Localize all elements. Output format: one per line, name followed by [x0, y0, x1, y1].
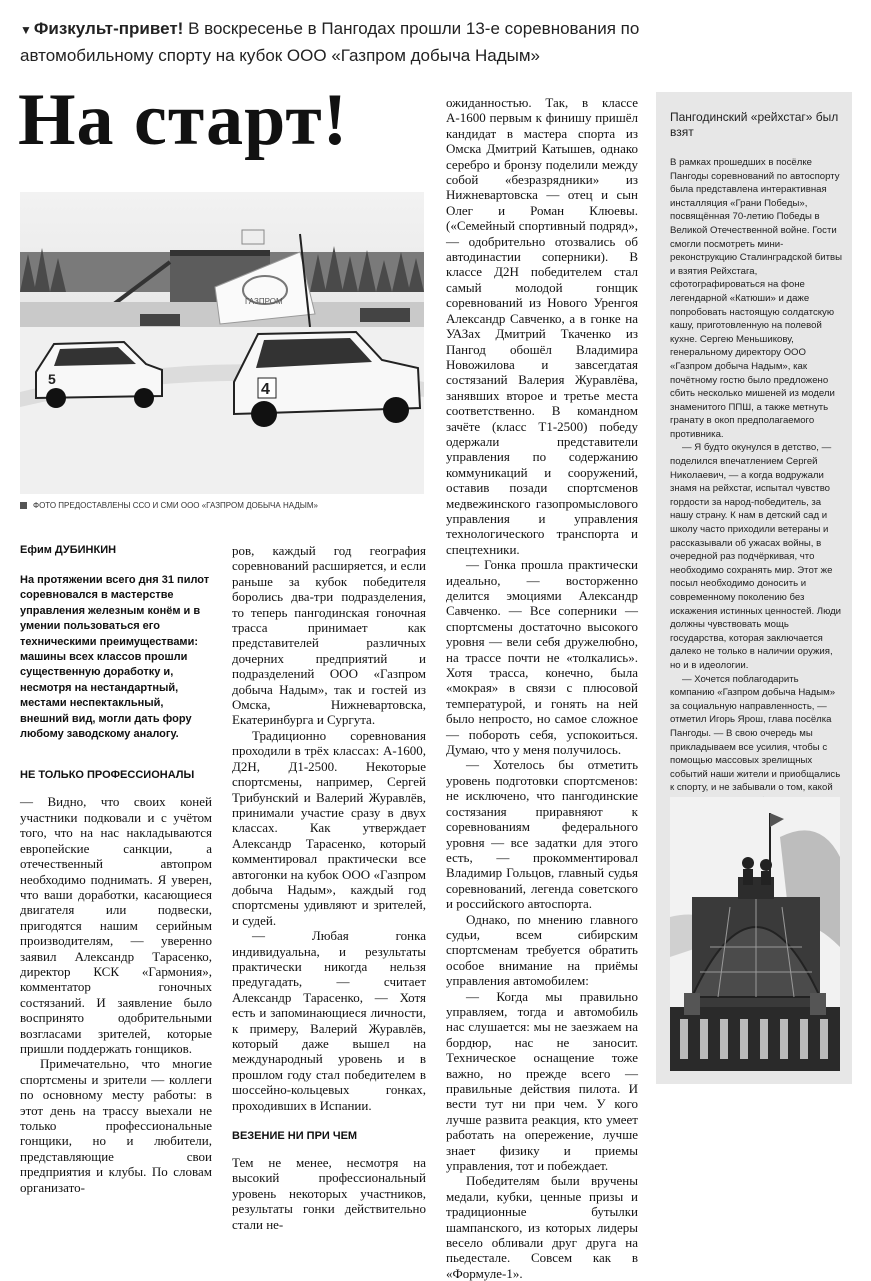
race-photo-image: [20, 192, 424, 494]
flag-text: ГАЗПРОМ: [245, 297, 283, 306]
paragraph: — Гонка прошла практически идеально, — восторженно делится эмоциями Александр Савченко. — Все соперники — спортсмены достаточно высокого уровня — вели себя дружелюбно, на трассе почти не «толкались». Хотя трасса, конечно, была «мокрая» в связи с плюсовой температурой, и гонять на ней было непросто, но самое сложное — побороть себя, успокоиться. Думаю, что у меня получилось.: [446, 557, 638, 758]
lead-paragraph: На протяжении всего дня 31 пилот соревновался в мастерстве управления железным конём и в умении пользоваться его техническими преимуществами: машины всех классов прошли существенную доработку и, несмотря на нестандартный, местами неспектакльный, внешний вид, могли дать фору любому заводскому аналогу.: [20, 574, 210, 741]
author: Ефим ДУБИНКИН: [20, 544, 117, 556]
kicker-text: В воскресенье в Пангодах прошли 13-е соревнования по автомобильному спорту на кубок ООО «Газпром добыча Надым»: [20, 19, 640, 65]
reichstag-photo-image: [670, 797, 840, 1071]
paragraph: Победителям были вручены медали, кубки, ценные призы и традиционные бутылки шампанского, из которых лидеры весело обливали друг друга на пьедестале. Совсем как в «Формуле-1».: [446, 1173, 638, 1281]
car-number-2: 4: [261, 381, 270, 398]
paragraph: — Хотелось бы отметить уровень подготовки спортсменов: не исключено, что пангодинские состязания приравняют к соревнованиям федерального уровня — все задатки для этого есть, — прокомментировал Владимир Гольцов, главный судья соревнований, легенда советского и российского автоспорта.: [446, 757, 638, 912]
article-column-1: [20, 543, 212, 1195]
photo-caption-text: ФОТО ПРЕДОСТАВЛЕНЫ ССО И СМИ ООО «ГАЗПРОМ ДОБЫЧА НАДЫМ»: [33, 501, 318, 510]
sidebar-paragraph: — Я будто окунулся в детство, — поделился впечатлением Сергей Николаевич, — а когда водружали знамя на рейхстаг, испытал чувство гордости за народ-победитель, за нашу страну. К нам в детский сад и школу часто приходили ветераны и рассказывали об ужасах войны, в очередной раз подчёркивая, что необходимо сохранять мир. Этот же посыл необходимо доносить и современному поколению без искажения истинных ценностей. Люди должны чувствовать мощь государства, которая заключается далеко не только в наличии оружия, но и в идеологии.: [670, 442, 842, 671]
subhead-luck-irrelevant: ВЕЗЕНИЕ НИ ПРИ ЧЕМ: [232, 1130, 358, 1143]
rubric-label: Физкульт-привет!: [33, 19, 184, 38]
paragraph: Однако, по мнению главного судьи, всем сибирским спортсменам требуется обратить особое внимание на приёмы управления автомобилем:: [446, 911, 638, 989]
triangle-icon: ▼: [20, 23, 32, 37]
paragraph: — Видно, что своих коней участники подковали и с учётом того, что на нас накладываются европейские санкции, а отечественный автопром необходимо поднимать. Я уверен, что ваши доработки, касающиеся двигателя или подвески, пригодятся нашим серийным производителям, — уверенно заявил Александр Тарасенко, директор КСК «Гармония», комментатор гоночных состязаний. И заявление было воспринято одобрительными возгласами зрителей, которые пришли поддержать гонщиков.: [20, 794, 212, 1056]
paragraph: ров, каждый год география соревнований расширяется, и если раньше за кубок победителя боролись два-три подразделения, то теперь пангодинская гоночная трасса принимает как представителей различных дочерних предприятий и подразделений ООО «Газпром добыча Надым», так и гостей из Омска, Нижневартовска, Екатеринбурга и Сургута.: [232, 543, 426, 728]
race-photo: [20, 192, 424, 494]
reichstag-photo: [670, 797, 840, 1071]
paragraph: Примечательно, что многие спортсмены и зрители — коллеги по основному месту работы: в этот день на трассу выехали не только профессиональные гонщики, но и любители, представляющие свои предприятия и клубы. По словам организато-: [20, 1056, 212, 1195]
photo-caption: [20, 500, 430, 512]
paragraph: ожиданностью. Так, в классе А-1600 первым к финишу пришёл кандидат в мастера спорта из Омска Дмитрий Катышев, однако серебро и бронзу поделили между собой «безразрядники» из Нижневартовска — отец и сын Олег и Роман Клюевы. («Семейный спортивный подряд», — одобрительно отозвались об автодинастии соперники). В классе Д2Н победителем стал самый молодой гонщик соревнований из Нового Уренгоя Александр Савченко, а в гонке на УАЗах Дмитрий Ткаченко из Пангод обошёл Владимира Новожилова и завсегдатая состязаний Валерия Журавлёва, занявших второе и третье места соответственно. В командном зачёте (класс Т1-2500) победу одержали представители управления по содержанию коммуникаций и сооружений, оставив позади спортсменов медвежинского газопромыслового управления и управления технологического транспорта и спецтехники.: [446, 95, 638, 557]
article-column-3: [446, 95, 638, 1281]
paragraph: — Когда мы правильно управляем, тогда и автомобиль нас слушается: мы не заезжаем на бордюр, нас не заносит. Техническое оснащение тоже важно, но прежде всего — правильные действия пилота. И вести тут ни при чем. У кого лучше развита реакция, кто умеет работать на опережение, лучше знает физику и приемы управления, тот и побеждает.: [446, 988, 638, 1174]
sidebar-title: Пангодинский «рейхстаг» был взят: [670, 110, 839, 139]
paragraph: — Любая гонка индивидуальна, и результаты практически никогда нельзя предугадать, — считает Александр Тарасенко, — Хотя есть и запоминающиеся личности, к примеру, Валерий Журавлёв, который даже вышел на международный уровень и в прошлом году стал победителем в шоссейно-кольцевых гонках, проходивших в Испании.: [232, 928, 426, 1113]
kicker: [20, 16, 740, 68]
headline: На старт!: [18, 79, 349, 161]
paragraph: Традиционно соревнования проходили в трёх классах: А-1600, Д2Н, Д1-2500. Некоторые спортсмены, например, Сергей Трибунский и Валерий Журавлёв, принимали участие сразу в двух классах. Как утверждает Александр Тарасенко, который комментировал практически все автогонки на кубок ООО «Газпром добыча Надым», каждый год спортсмены удивляют и зрителей, и судей.: [232, 727, 426, 928]
square-bullet-icon: [20, 502, 27, 509]
car-number-1: 5: [48, 371, 56, 387]
paragraph: Тем не менее, несмотря на высокий профессиональный уровень некоторых участников, результаты гонки действительно стали не-: [232, 1155, 426, 1232]
article-column-2: [232, 543, 426, 1232]
subhead-not-only-professionals: НЕ ТОЛЬКО ПРОФЕССИОНАЛЫ: [20, 769, 195, 782]
sidebar-paragraph: — Хочется поблагодарить компанию «Газпром добыча Надым» за социальную направленность, — отметил Игорь Ярош, глава посёлка Пангоды. — В свою очередь мы прикладываем все усилия, чтобы с помощью массовых зрелищных событий наши жители и приобщались к спорту, и не забывали о том, какой: [670, 673, 841, 794]
sidebar-text: [670, 156, 842, 822]
sidebar-paragraph: В рамках прошедших в посёлке Пангоды соревнований по автоспорту была представлена интерактивная инсталляция «Грани Победы», посвящённая 70-летию Победы в Великой Отечественной войне. Гости смогли посмотреть мини-реконструкцию Сталинградской битвы и взятия Рейхстага, сфотографироваться на фоне легендарной «Катюши» и даже попробовать настоящую солдатскую кашу, приготовленную на полевой кухне. Сергею Меньшикову, генеральному директору ООО «Газпром добыча Надым», как почётному гостю было предложено сбить несколько мишеней из модели знаменитого ППШ, а также метнуть гранату в окоп предполагаемого противника.: [670, 157, 843, 440]
